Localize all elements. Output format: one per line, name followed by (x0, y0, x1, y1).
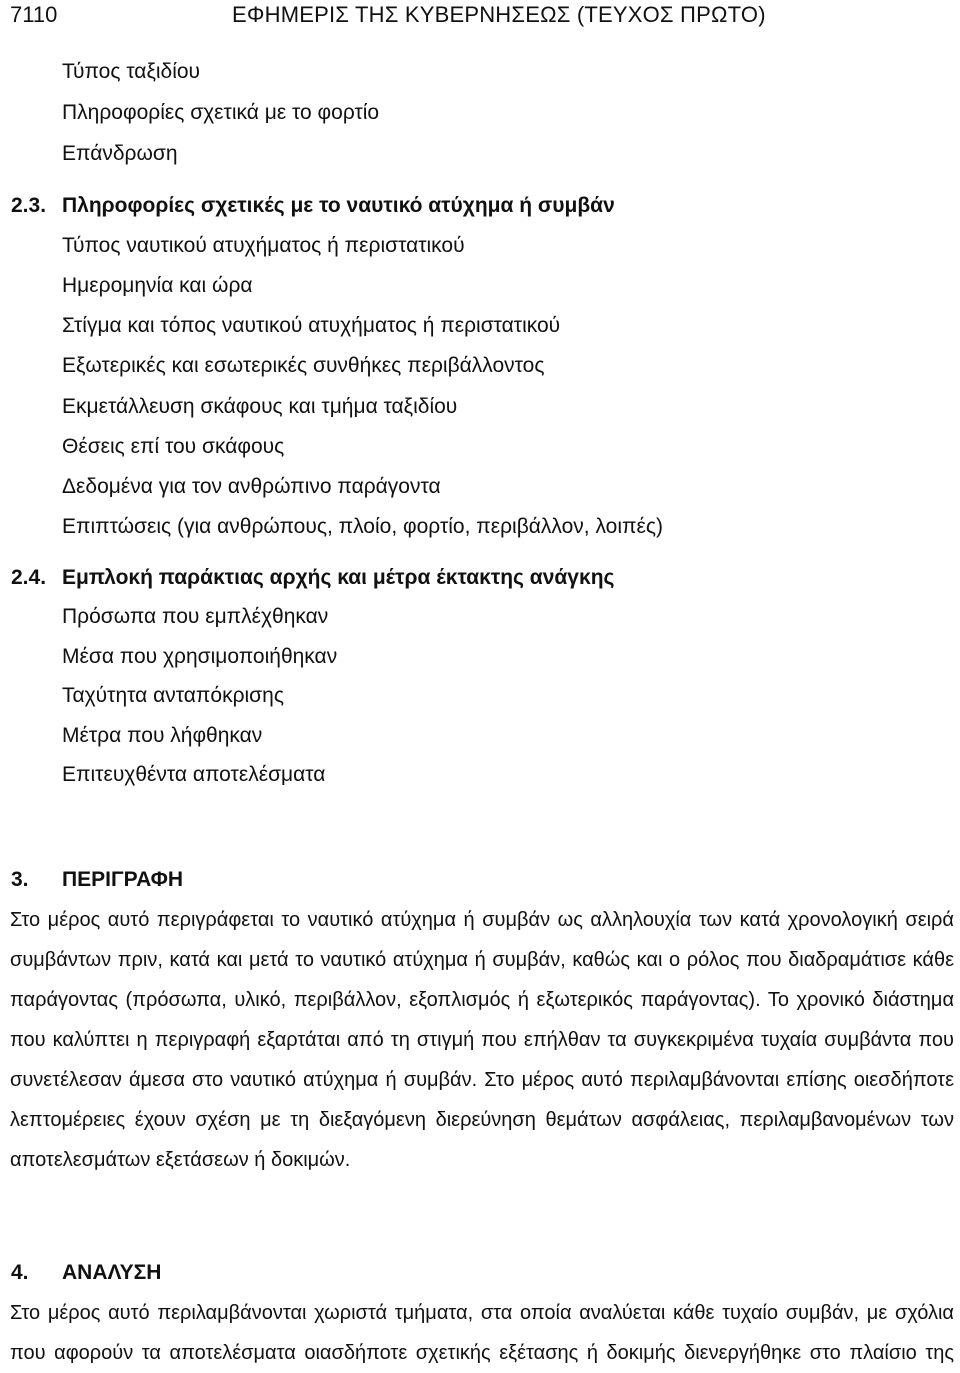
section-title: ΑΝΑΛΥΣΗ (62, 1261, 162, 1284)
section-paragraph-3: Στο μέρος αυτό περιγράφεται το ναυτικό ατύχημα ή συμβάν ως αλληλουχία των κατά χρονολογική σειρά συμβάντων πριν, κατά και μετά το ναυτικό ατύχημα ή συμβάν, καθώς και ο ρόλος που διαδραμάτισε κάθε παράγοντας (πρόσωπα, υλικό, περιβάλλον, εξοπλισμός ή εξωτερικός παράγοντας). Το χρονικό διάστημα που καλύπτει η περιγραφή εξαρτάται από τη στιγμή που επήλθαν τα συγκεκριμένα τυχαία συμβάντα που συνετέλεσαν άμεσα στο ναυτικό ατύχημα ή συμβάν. Στο μέρος αυτό περιλαμβάνονται επίσης οιεσδήποτε λεπτομέρειες έχουν σχέση με τη διεξαγόμενη διερεύνηση θεμάτων ασφάλειας, περιλαμβανομένων των αποτελεσμάτων εξετάσεων ή δοκιμών. (10, 909, 954, 1171)
list-item: Εκμετάλλευση σκάφους και τμήμα ταξιδίου (62, 395, 458, 418)
list-item: Επιπτώσεις (για ανθρώπους, πλοίο, φορτίο, περιβάλλον, λοιπές) (62, 515, 663, 538)
list-item: Θέσεις επί του σκάφους (62, 435, 285, 458)
section-title: Εμπλοκή παράκτιας αρχής και μέτρα έκτακτης ανάγκης (62, 566, 615, 589)
section-title: ΠΕΡΙΓΡΑΦΗ (62, 868, 184, 891)
list-item: Στίγμα και τόπος ναυτικού ατυχήματος ή περιστατικού (62, 314, 561, 337)
section-number: 3. (11, 868, 29, 891)
list-item: Ταχύτητα ανταπόκρισης (62, 684, 284, 707)
list-item: Δεδομένα για τον ανθρώπινο παράγοντα (62, 475, 441, 498)
list-item: Επάνδρωση (62, 142, 178, 165)
list-item: Μέτρα που λήφθηκαν (62, 724, 263, 747)
list-item: Τύπος ναυτικού ατυχήματος ή περιστατικού (62, 234, 465, 257)
gazette-title: ΕΦΗΜΕΡΙΣ ΤΗΣ ΚΥΒΕΡΝΗΣΕΩΣ (ΤΕΥΧΟΣ ΠΡΩΤΟ) (232, 2, 766, 27)
section-heading-3 (11, 866, 183, 894)
list-item: Επιτευχθέντα αποτελέσματα (62, 763, 326, 786)
list-item: Τύπος ταξιδίου (62, 60, 201, 83)
section-title: Πληροφορίες σχετικές με το ναυτικό ατύχημα ή συμβάν (62, 194, 615, 217)
list-item: Εξωτερικές και εσωτερικές συνθήκες περιβάλλοντος (62, 354, 545, 377)
page-header (0, 0, 960, 34)
list-item: Πληροφορίες σχετικά με το φορτίο (62, 101, 380, 124)
list-item: Ημερομηνία και ώρα (62, 274, 253, 297)
section-heading-2-4 (11, 564, 614, 592)
section-number: 2.3. (11, 194, 47, 217)
list-item: Πρόσωπα που εμπλέχθηκαν (62, 605, 329, 628)
list-item: Μέσα που χρησιμοποιήθηκαν (62, 645, 338, 668)
section-paragraph-4: Στο μέρος αυτό περιλαμβάνονται χωριστά τμήματα, στα οποία αναλύεται κάθε τυχαίο συμβάν, με σχόλια που αφορούν τα αποτελέσματα οιασδήποτε σχετικής εξέτασης ή δοκιμής διενεργήθηκε στο πλαίσιο της (10, 1302, 954, 1364)
section-number: 2.4. (11, 566, 47, 589)
section-heading-2-3 (11, 192, 615, 220)
section-number: 4. (11, 1261, 29, 1284)
page-number: 7110 (10, 2, 58, 27)
section-heading-4 (11, 1259, 161, 1287)
